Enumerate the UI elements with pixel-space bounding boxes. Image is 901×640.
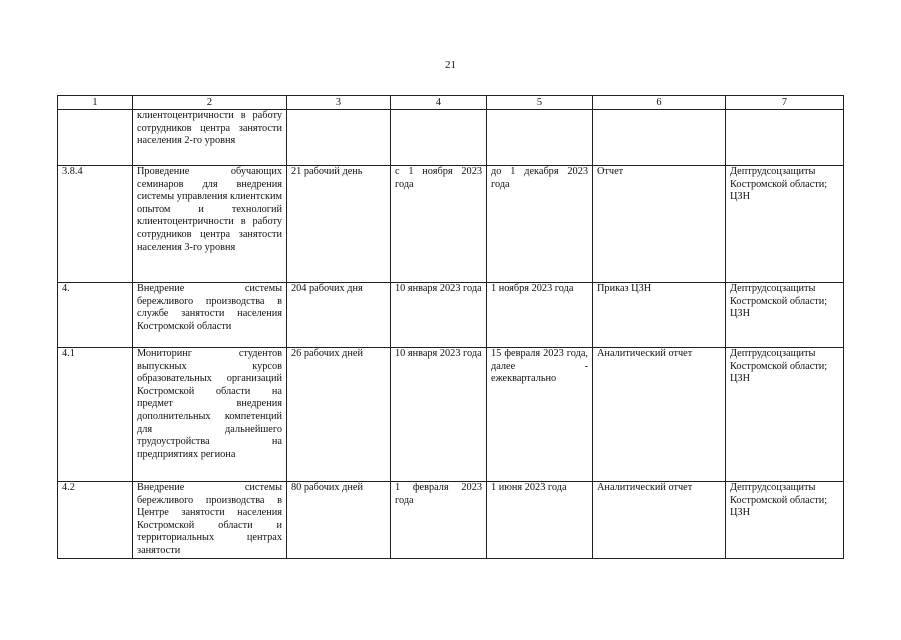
item-start-date: 1 февраля 2023 года [391,482,487,559]
item-responsible: Дептрудсоцзащиты Костромской области; ЦЗН [726,283,844,348]
column-header: 5 [487,96,593,110]
item-duration: 26 рабочих дней [287,348,391,482]
item-responsible [726,110,844,166]
table-row [58,166,844,283]
column-header: 2 [133,96,287,110]
item-start-date: с 1 ноября 2023 года [391,166,487,283]
item-responsible: Дептрудсоцзащиты Костромской области; ЦЗН [726,482,844,559]
item-number: 4. [58,283,133,348]
item-result: Аналитический отчет [593,482,726,559]
item-number: 4.1 [58,348,133,482]
item-end-date: 1 ноября 2023 года [487,283,593,348]
column-header: 4 [391,96,487,110]
column-header: 3 [287,96,391,110]
item-number: 4.2 [58,482,133,559]
item-number [58,110,133,166]
item-start-date [391,110,487,166]
column-header: 6 [593,96,726,110]
column-header: 7 [726,96,844,110]
item-start-date: 10 января 2023 года [391,283,487,348]
item-start-date: 10 января 2023 года [391,348,487,482]
plan-table [57,95,844,559]
item-name: клиентоцентричности в работу сотрудников центра занятости населения 2-го уровня [133,110,287,166]
item-number: 3.8.4 [58,166,133,283]
column-header: 1 [58,96,133,110]
table-header-row [58,96,844,110]
item-result: Приказ ЦЗН [593,283,726,348]
item-responsible: Дептрудсоцзащиты Костромской области; ЦЗН [726,348,844,482]
item-result: Аналитический отчет [593,348,726,482]
item-end-date: 15 февраля 2023 года, далее - ежеквартально [487,348,593,482]
table-row [58,482,844,559]
item-result: Отчет [593,166,726,283]
item-result [593,110,726,166]
item-end-date [487,110,593,166]
table-row [58,110,844,166]
item-name: Мониторинг студентов выпускных курсов образовательных организаций Костромской области на предмет внедрения дополнительных компетенций для дальнейшего трудоустройства на предприятиях региона [133,348,287,482]
item-name: Проведение обучающих семинаров для внедрения системы управления клиентским опытом и технологий клиентоцентричности в работу сотрудников центра занятости населения 3-го уровня [133,166,287,283]
item-responsible: Дептрудсоцзащиты Костромской области; ЦЗН [726,166,844,283]
page-number: 21 [445,59,456,71]
item-end-date: 1 июня 2023 года [487,482,593,559]
item-duration: 80 рабочих дней [287,482,391,559]
item-end-date: до 1 декабря 2023 года [487,166,593,283]
item-duration: 21 рабочий день [287,166,391,283]
item-duration [287,110,391,166]
table-row [58,283,844,348]
item-name: Внедрение системы бережливого производства в Центре занятости населения Костромской области и территориальных центрах занятости [133,482,287,559]
table-row [58,348,844,482]
item-name: Внедрение системы бережливого производства в службе занятости населения Костромской области [133,283,287,348]
item-duration: 204 рабочих дня [287,283,391,348]
